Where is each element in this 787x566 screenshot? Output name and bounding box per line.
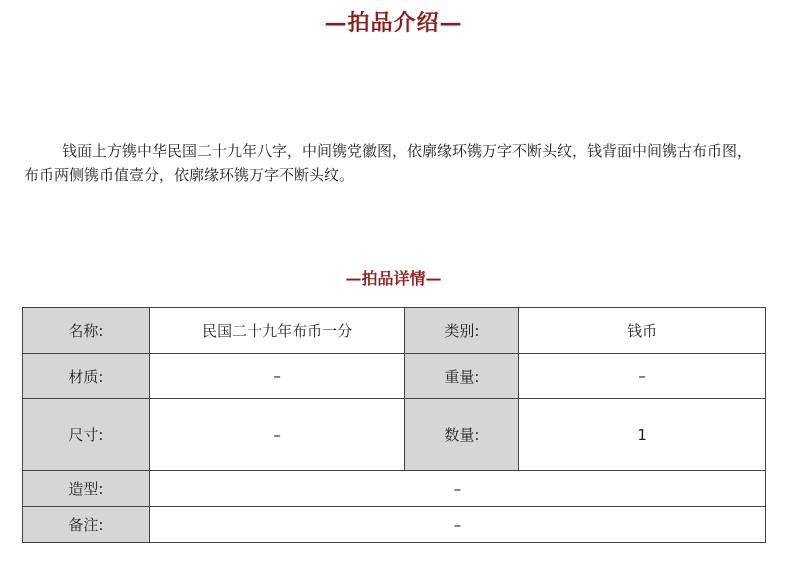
table-row — [23, 471, 766, 507]
shape-label: 造型: — [23, 471, 150, 507]
size-value: – — [149, 399, 405, 471]
remarks-label: 备注: — [23, 507, 150, 543]
item-description: 钱面上方镌中华民国二十九年八字，中间镌党徽图，依廓缘环镌万字不断头纹，钱背面中间镌古布币图，布币两侧镌币值壹分，依廓缘环镌万字不断头纹。 — [24, 142, 753, 184]
material-value: – — [149, 354, 405, 399]
details-section-title: —拍品详情— — [345, 269, 442, 288]
table-row — [23, 308, 766, 354]
material-label: 材质: — [23, 354, 150, 399]
remarks-value: – — [149, 507, 765, 543]
table-row — [23, 354, 766, 399]
table-row — [23, 507, 766, 543]
category-label: 类别: — [405, 308, 519, 354]
category-value: 钱币 — [519, 308, 766, 354]
size-label: 尺寸: — [23, 399, 150, 471]
details-table — [22, 307, 766, 543]
quantity-label: 数量: — [405, 399, 519, 471]
intro-section-title: —拍品介绍— — [324, 10, 463, 36]
name-value: 民国二十九年布币一分 — [149, 308, 405, 354]
shape-value: – — [149, 471, 765, 507]
name-label: 名称: — [23, 308, 150, 354]
weight-value: – — [519, 354, 766, 399]
table-row — [23, 399, 766, 471]
quantity-value: 1 — [519, 399, 766, 471]
weight-label: 重量: — [405, 354, 519, 399]
